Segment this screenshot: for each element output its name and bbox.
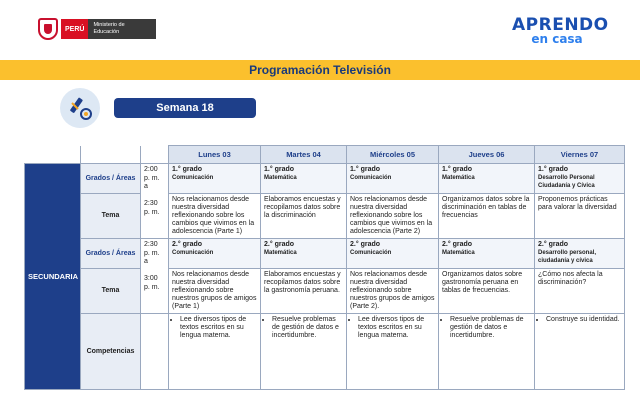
ministry-label: Ministerio de Educación (88, 19, 156, 39)
day-header-thursday: Jueves 06 (439, 146, 535, 164)
competencia-cell: • Resuelve problemas de gestión de datos e incertidumbre. (261, 314, 347, 390)
tema-cell: Elaboramos encuestas y recopilamos datos sobre la discriminación (261, 194, 347, 239)
tema-cell: Elaboramos encuestas y recopilamos datos sobre la gastronomía peruana. (261, 269, 347, 314)
grade-cell: 1.° grado Comunicación (169, 164, 261, 194)
competencia-cell: • Lee diversos tipos de textos escritos en su lengua materna. (347, 314, 439, 390)
page-header (0, 0, 640, 58)
pencil-gear-icon (60, 88, 100, 128)
day-header-wednesday: Miércoles 05 (347, 146, 439, 164)
grade-cell: 1.° grado Desarrollo Personal Ciudadanía y Cívica (535, 164, 625, 194)
tema-cell: Nos relacionamos desde nuestra diversidad reflexionando sobre nuestros grupos de amigos (Parte 2). (347, 269, 439, 314)
grade-cell: 2.° grado Comunicación (347, 239, 439, 269)
grados-label: Grados / Áreas (81, 239, 141, 269)
tema-cell: Organizamos datos sobre la discriminación en tablas de frecuencias (439, 194, 535, 239)
grade-cell: 2.° grado Matemática (261, 239, 347, 269)
tema-cell: Nos relacionamos desde nuestra diversidad reflexionando sobre los cambios que vivimos en la adolescencia (Parte 1) (169, 194, 261, 239)
tema-label: Tema (81, 269, 141, 314)
time-slot-1: 2:00 p. m. a 2:30 p. m. (141, 164, 169, 239)
tema-cell: Nos relacionamos desde nuestra diversidad reflexionando sobre nuestros grupos de amigos (Parte 1) (169, 269, 261, 314)
time-slot-2: 2:30 p. m. a 3:00 p. m. (141, 239, 169, 314)
tema-cell: ¿Cómo nos afecta la discriminación? (535, 269, 625, 314)
grade-cell: 2.° grado Comunicación (169, 239, 261, 269)
aprendo-en-casa-logo (512, 15, 609, 46)
day-header-monday: Lunes 03 (169, 146, 261, 164)
peru-label: PERÚ (61, 19, 88, 39)
peru-shield-icon (38, 18, 58, 40)
grade-cell: 1.° grado Comunicación (347, 164, 439, 194)
grade-cell: 1.° grado Matemática (439, 164, 535, 194)
minedu-logo (38, 18, 156, 40)
schedule-table (24, 145, 625, 390)
banner-title: Programación Televisión (0, 60, 640, 80)
competencia-cell: • Construye su identidad. (535, 314, 625, 390)
day-header-tuesday: Martes 04 (261, 146, 347, 164)
week-label: Semana 18 (114, 98, 256, 118)
day-header-friday: Viernes 07 (535, 146, 625, 164)
competencia-cell: • Lee diversos tipos de textos escritos en su lengua materna. (169, 314, 261, 390)
grade-cell: 1.° grado Matemática (261, 164, 347, 194)
grade-cell: 2.° grado Desarrollo personal, ciudadanía y cívica (535, 239, 625, 269)
competencia-cell: • Resuelve problemas de gestión de datos e incertidumbre. (439, 314, 535, 390)
tema-cell: Organizamos datos sobre gastronomía peruana en tablas de frecuencias. (439, 269, 535, 314)
brand-line2: en casa (531, 32, 583, 46)
grados-label: Grados / Áreas (81, 164, 141, 194)
grade-cell: 2.° grado Matemática (439, 239, 535, 269)
competencias-label: Competencias (81, 314, 141, 390)
section-label: SECUNDARIA (25, 164, 81, 390)
tema-cell: Nos relacionamos desde nuestra diversidad reflexionando sobre los cambios que vivimos en la adolescencia (Parte 2) (347, 194, 439, 239)
tema-cell: Proponemos prácticas para valorar la diversidad (535, 194, 625, 239)
tema-label: Tema (81, 194, 141, 239)
brand-line1: APRENDO (512, 15, 609, 35)
